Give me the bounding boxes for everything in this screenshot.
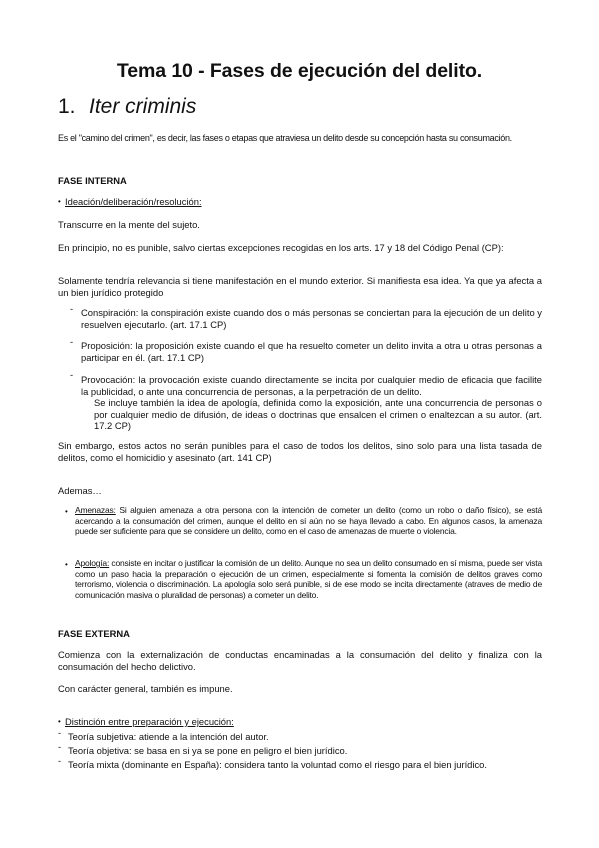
bullet-icon: • [58, 717, 61, 726]
bullet-icon: • [65, 560, 68, 569]
fase-interna-heading: FASE INTERNA [58, 175, 127, 186]
externa-paragraph-1: Comienza con la externalización de conductas encaminadas a la consumación del delito y finaliza con la consumación del hecho delictivo. [58, 649, 542, 672]
apologia-paragraph [75, 558, 542, 600]
amenazas-text: Si alguien amenaza a otra persona con la intención de cometer un delito (como un robo o daño físico), se está acercando a la consumación del crimen, aunque el delito en sí aún no se haya llevado a cabo. En algunos casos, la amenaza puede ser suficiente para que se considere un delito, como en el caso de amenazas de muerte o violencia. [75, 505, 542, 536]
ademas-label: Ademas… [58, 485, 102, 496]
ideacion-label: Ideación/deliberación/resolución: [65, 196, 202, 207]
apologia-note: Se incluye también la idea de apología, definida como la exposición, ante una concurrencia de personas o por cualquier medio de difusión, de ideas o doctrinas que ensalcen el crimen o enaltezcan a su autor. (art. 17.2 CP) [94, 397, 542, 431]
externa-paragraph-2: Con carácter general, también es impune. [58, 683, 233, 694]
list-item-conspiracion: Conspiración: la conspiración existe cuando dos o más personas se conciertan para la ejecución de un delito y resuelven ejecutarlo. (art. 17.1 CP) [81, 307, 542, 330]
bullet-icon: • [58, 197, 61, 206]
amenazas-paragraph [75, 505, 542, 537]
interna-paragraph-1: Transcurre en la mente del sujeto. [58, 219, 200, 230]
interna-paragraph-4: Sin embargo, estos actos no serán punibles para el caso de todos los delitos, sino solo para una lista tasada de delitos, como el homicidio y asesinato (art. 141 CP) [58, 440, 542, 463]
teoria-objetiva-item: Teoría objetiva: se basa en si ya se pone en peligro el bien jurídico. [68, 745, 348, 756]
list-item-proposicion: Proposición: la proposición existe cuando el que ha resuelto cometer un delito invita a otra u otras personas a participar en él. (art. 17.1 CP) [81, 340, 542, 363]
teoria-mixta-item: Teoría mixta (dominante en España): considera tanto la voluntad como el riesgo para el bien jurídico. [68, 759, 487, 770]
apologia-label: Apología: [75, 558, 110, 568]
dash-icon: - [70, 369, 74, 380]
interna-paragraph-3: Solamente tendría relevancia si tiene manifestación en el mundo exterior. Si manifiesta esa idea. Ya que ya afecta a un bien jurídico protegido [58, 275, 542, 298]
interna-paragraph-2: En principio, no es punible, salvo ciertas excepciones recogidas en los arts. 17 y 18 del Código Penal (CP): [58, 242, 504, 253]
apologia-text: consiste en incitar o justificar la comisión de un delito. Aunque no sea un delito consumado en sí misma, puede ser vista como un paso hacia la preparación o ejecución de un crimen, especialmente si fomenta la comisión de delitos graves como terrorismo, violencia o discriminación. La apología solo será punible, si de ese modo se incita directamente (atraves de medio de comunicación masiva o pluralidad de personas) a cometer un delito. [75, 558, 542, 600]
distincion-label: Distinción entre preparación y ejecución: [65, 716, 234, 727]
section-heading [58, 95, 196, 119]
section-number: 1. [58, 95, 76, 118]
dash-icon: - [58, 727, 62, 738]
dash-icon: - [58, 755, 62, 766]
section-title: Iter criminis [89, 95, 197, 118]
list-item-provocacion: Provocación: la provocación existe cuando directamente se incita por cualquier medio de eficacia que facilite la publicidad, o ante una concurrencia de personas, a la perpetración de un delito. [81, 374, 542, 397]
bullet-icon: • [65, 507, 68, 516]
amenazas-label: Amenazas: [75, 505, 116, 515]
dash-icon: - [70, 303, 74, 314]
dash-icon: - [58, 741, 62, 752]
intro-paragraph: Es el "camino del crimen", es decir, las fases o etapas que atraviesa un delito desde su concepción hasta su consumación. [58, 133, 512, 143]
teoria-subjetiva-item: Teoría subjetiva: atiende a la intención del autor. [68, 731, 269, 742]
dash-icon: - [70, 336, 74, 347]
fase-externa-heading: FASE EXTERNA [58, 628, 130, 639]
document-title: Tema 10 - Fases de ejecución del delito. [116, 60, 483, 82]
